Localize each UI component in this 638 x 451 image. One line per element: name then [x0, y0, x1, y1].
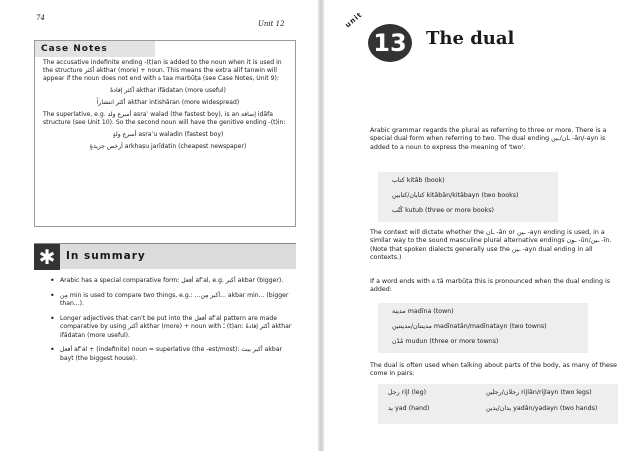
chapter-title: The dual: [426, 28, 515, 49]
summary-section: [34, 243, 296, 443]
example-line: يدان/يدين yadān/yadayn (two hands): [486, 405, 598, 412]
case-notes-example: أكثر إفادةً akthar ifādatan (more useful): [110, 87, 226, 94]
intro-paragraph: Arabic grammar regards the plural as referring to three or more. There is a special dual form when referring to two. The dual ending ـان/ـين -ān/-ayn is added to a noun to express the meaning of 'two'.: [370, 127, 607, 151]
case-notes-paragraph: The accusative indefinite ending -(t)an is added to the noun when it is used in the structure أكثر akthar (more) + noun. This means the extra alif tanwin will appear if the noun does not end with ة taa marbūṭa (see Case Notes, Unit 9):: [43, 59, 282, 82]
example-line: كتابان/كتابين kitābān/kitābayn (two books): [392, 192, 519, 199]
example-line: كتاب kitāb (book): [392, 177, 445, 184]
page-number: 74: [36, 14, 45, 22]
case-notes-example: أسرع ولدٍ asraʿu waladin (fastest boy): [112, 131, 224, 138]
case-notes-body: [43, 59, 293, 155]
list-item: • Longer adjectives that can't be put into the أفعل afʿal pattern are made comparative by using أكثر akthar (more) + noun with ـً (t)an: أكثر إفادةً akthar ifādatan (more useful).: [50, 315, 294, 341]
unit-number-badge: 13: [368, 24, 412, 62]
example-line: يد yad (hand): [388, 405, 430, 412]
star-icon: ✱: [34, 244, 60, 270]
body-parts-paragraph: The dual is often used when talking about parts of the body, as many of these come in pairs:: [370, 362, 618, 378]
summary-list: [50, 277, 294, 369]
case-notes-example: أرخص جريدةٍ arkhaṣu jarīdatin (cheapest newspaper): [89, 143, 247, 150]
ta-marbuta-paragraph: If a word ends with ة tā marbūṭa this is pronounced when the dual ending is added:: [370, 278, 611, 294]
case-notes-box: [34, 40, 296, 227]
running-head: Unit 12: [258, 20, 285, 28]
list-item: • أفعل afʿal + (indefinite) noun = superlative (the -est/most): أكبر بيت akbar bayt (the biggest house).: [50, 346, 294, 363]
summary-title: In summary: [66, 250, 146, 262]
example-line: مدينة madīna (town): [392, 308, 454, 315]
list-item: • مِن min is used to compare two things, e.g.: ...أكبر مِن... akbar min... (bigger than...).: [50, 292, 294, 309]
example-line: مدينتان/مدينتين madīnatān/madīnatayn (two towns): [392, 323, 547, 330]
case-notes-example: أكثر انتشاراً akthar intishāran (more widespread): [96, 99, 240, 106]
unit-label: unit: [343, 10, 364, 30]
summary-header: [34, 243, 296, 269]
case-notes-title: Case Notes: [35, 41, 155, 57]
example-line: مُدُن mudun (three or more towns): [392, 338, 499, 345]
example-line: كُتُب kutub (three or more books): [392, 207, 494, 214]
example-line: رجل rijl (leg): [388, 389, 427, 396]
example-line: رجلان/رجلين rijlān/rijlayn (two legs): [486, 389, 592, 396]
list-item: • Arabic has a special comparative form: أفعل afʿal, e.g. أكبر akbar (bigger).: [50, 277, 294, 286]
left-page: [0, 0, 318, 451]
context-paragraph: The context will dictate whether the ـان -ān or ـين -ayn ending is used, in a similar way to the sound masculine plural alternative endings ـون -ūn/ـين -īn. (Note that spoken dialects generally use the ـين -ayn dual ending in all contexts.): [370, 229, 612, 261]
case-notes-paragraph: The superlative, e.g. أسرع ولد asraʿ walad (the fastest boy), is an إضافة iḍāfa structure (see Unit 10). So the second noun will have the genitive ending -(t)in:: [43, 111, 286, 126]
